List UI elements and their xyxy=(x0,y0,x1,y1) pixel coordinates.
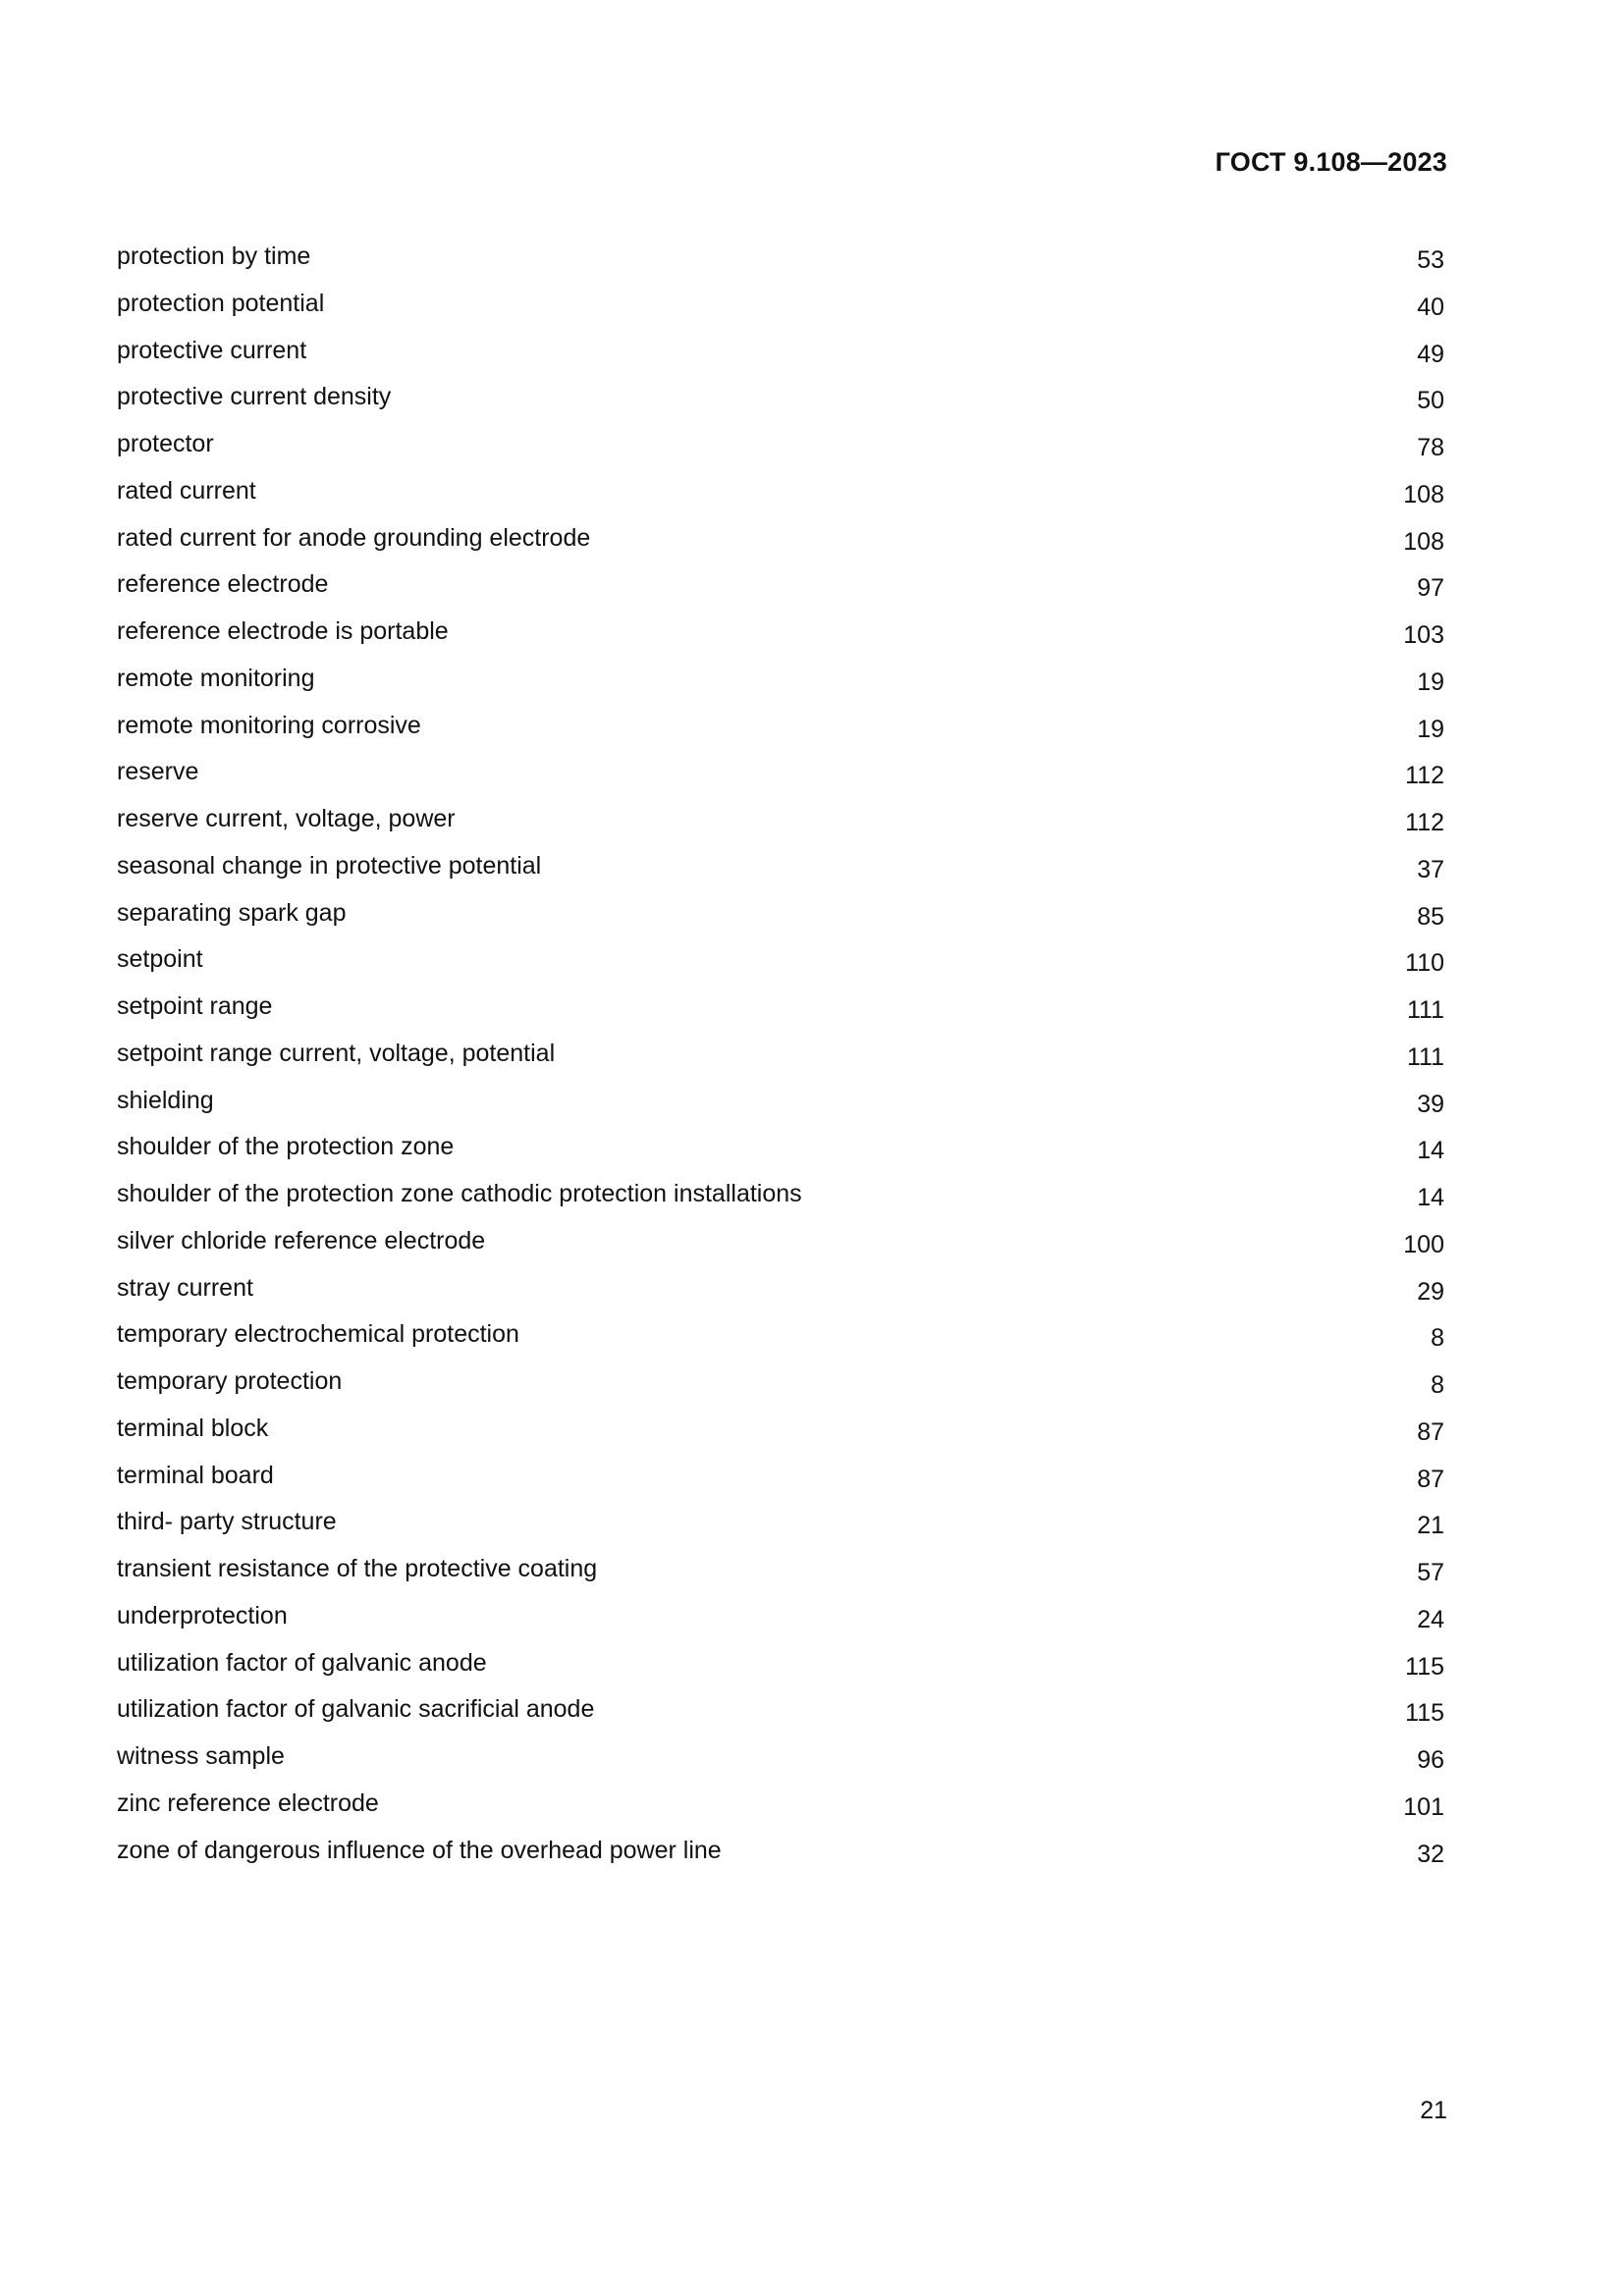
index-page-reference: 97 xyxy=(1417,574,1444,603)
index-page-reference: 19 xyxy=(1417,667,1444,696)
index-page-reference: 85 xyxy=(1417,902,1444,931)
index-entry xyxy=(117,1226,1444,1273)
index-entry xyxy=(117,804,1444,851)
index-entry xyxy=(117,851,1444,898)
document-header: ГОСТ 9.108—2023 xyxy=(1215,147,1447,177)
index-entry xyxy=(117,991,1444,1039)
index-term: temporary protection xyxy=(117,1367,343,1395)
index-term: terminal block xyxy=(117,1414,269,1442)
index-entry xyxy=(117,1601,1444,1648)
index-page-reference: 19 xyxy=(1417,715,1444,743)
index-page-reference: 112 xyxy=(1405,762,1444,790)
index-entry xyxy=(117,241,1444,289)
index-page-reference: 112 xyxy=(1405,809,1444,836)
page-number: 21 xyxy=(1420,2097,1447,2124)
index-page-reference: 37 xyxy=(1417,855,1444,883)
index-page-reference: 108 xyxy=(1403,527,1444,556)
index-term: transient resistance of the protective coating xyxy=(117,1555,598,1582)
index-page-reference: 24 xyxy=(1417,1605,1444,1633)
index-page-reference: 115 xyxy=(1405,1699,1444,1728)
index-entry xyxy=(117,1836,1444,1883)
index-entry xyxy=(117,944,1444,991)
index-term: remote monitoring corrosive xyxy=(117,711,421,739)
index-page-reference: 14 xyxy=(1417,1137,1444,1165)
index-page-reference: 29 xyxy=(1417,1277,1444,1306)
index-page-reference: 14 xyxy=(1417,1184,1444,1211)
index-entry xyxy=(117,1789,1444,1836)
index-page-reference: 32 xyxy=(1417,1840,1444,1868)
index-term: reference electrode is portable xyxy=(117,617,449,645)
index-page-reference: 53 xyxy=(1417,246,1444,274)
index-page-reference: 50 xyxy=(1417,387,1444,415)
index-term: zone of dangerous influence of the overhead power line xyxy=(117,1836,722,1864)
index-term: shoulder of the protection zone cathodic protection installations xyxy=(117,1180,802,1207)
index-entry xyxy=(117,429,1444,476)
index-page-reference: 100 xyxy=(1403,1230,1444,1258)
index-term: utilization factor of galvanic anode xyxy=(117,1648,487,1677)
index-entry xyxy=(117,476,1444,523)
index-entry xyxy=(117,523,1444,570)
index-page-reference: 40 xyxy=(1417,293,1444,321)
index-page-reference: 57 xyxy=(1417,1559,1444,1586)
index-page-reference: 111 xyxy=(1406,1042,1444,1071)
index-entry xyxy=(117,336,1444,383)
index-term: third- party structure xyxy=(117,1508,337,1536)
index-term: separating spark gap xyxy=(117,898,347,927)
index-page-reference: 108 xyxy=(1403,480,1444,508)
index-term: witness sample xyxy=(117,1742,285,1770)
index-entry xyxy=(117,664,1444,711)
index-entry xyxy=(117,1319,1444,1366)
index-term: silver chloride reference electrode xyxy=(117,1226,486,1255)
index-term: rated current xyxy=(117,476,256,505)
index-entry xyxy=(117,1694,1444,1741)
index-term: remote monitoring xyxy=(117,664,315,692)
index-page-reference: 78 xyxy=(1417,434,1444,461)
index-entry xyxy=(117,1741,1444,1789)
index-term: stray current xyxy=(117,1273,253,1302)
index-page-reference: 115 xyxy=(1405,1652,1444,1681)
index-term: protector xyxy=(117,430,214,457)
index-entry xyxy=(117,382,1444,429)
index-page-reference: 111 xyxy=(1406,996,1444,1024)
index-term: setpoint range xyxy=(117,992,273,1020)
index-term: protection by time xyxy=(117,242,311,270)
index-page-reference: 21 xyxy=(1417,1512,1444,1540)
index-page-reference: 101 xyxy=(1403,1792,1444,1821)
index-term: terminal board xyxy=(117,1461,274,1489)
index-page-reference: 103 xyxy=(1403,621,1444,649)
index-entry xyxy=(117,1648,1444,1695)
index-entry xyxy=(117,1507,1444,1554)
alphabetical-index xyxy=(117,241,1444,1882)
index-entry xyxy=(117,1461,1444,1508)
index-term: protection potential xyxy=(117,289,325,317)
index-term: utilization factor of galvanic sacrificial anode xyxy=(117,1695,595,1724)
index-entry xyxy=(117,898,1444,945)
index-entry xyxy=(117,1039,1444,1086)
index-entry xyxy=(117,1414,1444,1461)
index-entry xyxy=(117,1554,1444,1601)
index-page-reference: 49 xyxy=(1417,340,1444,368)
index-term: underprotection xyxy=(117,1601,288,1629)
index-entry xyxy=(117,289,1444,336)
index-page-reference: 87 xyxy=(1417,1465,1444,1493)
index-term: reserve xyxy=(117,758,199,786)
index-page-reference: 39 xyxy=(1417,1090,1444,1118)
index-page-reference: 96 xyxy=(1417,1746,1444,1774)
index-entry xyxy=(117,616,1444,664)
index-term: shielding xyxy=(117,1086,214,1114)
index-entry xyxy=(117,1273,1444,1320)
index-entry xyxy=(117,569,1444,616)
index-term: rated current for anode grounding electrode xyxy=(117,523,591,552)
index-entry xyxy=(117,711,1444,758)
index-term: temporary electrochemical protection xyxy=(117,1320,519,1349)
index-page-reference: 8 xyxy=(1431,1324,1444,1353)
index-entry xyxy=(117,1366,1444,1414)
index-page-reference: 8 xyxy=(1431,1371,1444,1399)
index-entry xyxy=(117,1132,1444,1179)
index-entry xyxy=(117,1086,1444,1133)
index-term: protective current xyxy=(117,336,307,364)
index-term: setpoint range current, voltage, potential xyxy=(117,1039,556,1067)
index-term: protective current density xyxy=(117,383,392,411)
index-page-reference: 87 xyxy=(1417,1417,1444,1446)
index-term: reserve current, voltage, power xyxy=(117,805,456,832)
index-term: seasonal change in protective potential xyxy=(117,851,542,880)
index-entry xyxy=(117,1179,1444,1226)
index-page-reference: 110 xyxy=(1405,949,1444,978)
index-term: zinc reference electrode xyxy=(117,1789,379,1817)
index-term: reference electrode xyxy=(117,570,329,599)
index-term: setpoint xyxy=(117,945,203,974)
index-entry xyxy=(117,757,1444,804)
index-term: shoulder of the protection zone xyxy=(117,1133,455,1161)
